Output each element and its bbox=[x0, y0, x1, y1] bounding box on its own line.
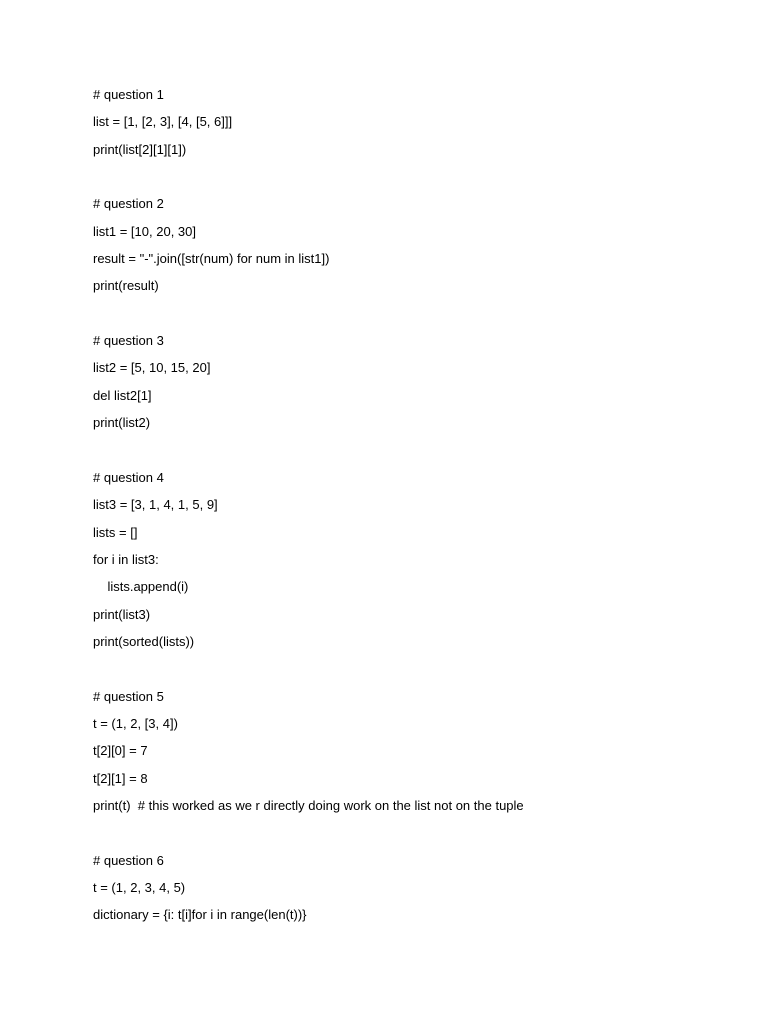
code-line: t[2][1] = 8 bbox=[93, 770, 148, 786]
code-line: # question 4 bbox=[93, 469, 164, 485]
code-line: print(t) # this worked as we r directly doing work on the list not on the tuple bbox=[93, 797, 524, 813]
code-line: # question 2 bbox=[93, 196, 164, 212]
code-line: # question 1 bbox=[93, 87, 164, 102]
code-line: t[2][0] = 7 bbox=[93, 743, 148, 759]
blank-line bbox=[93, 439, 733, 466]
code-line: list2 = [5, 10, 15, 20] bbox=[93, 360, 211, 376]
code-line: t = (1, 2, 3, 4, 5) bbox=[93, 879, 186, 895]
code-line: print(result) bbox=[93, 278, 159, 294]
code-text-block bbox=[93, 84, 733, 932]
code-line: result = "-".join([str(num) for num in list1]) bbox=[93, 251, 330, 267]
code-line: list = [1, [2, 3], [4, [5, 6]]] bbox=[93, 114, 233, 130]
code-line: lists.append(i) bbox=[93, 579, 189, 595]
blank-line bbox=[93, 303, 733, 330]
code-line: print(list2) bbox=[93, 415, 151, 431]
code-line: list1 = [10, 20, 30] bbox=[93, 223, 196, 239]
code-line: # question 6 bbox=[93, 852, 164, 868]
blank-line bbox=[93, 658, 733, 685]
code-line: dictionary = {i: t[i]for i in range(len(t))} bbox=[93, 907, 307, 923]
code-line: lists = [] bbox=[93, 524, 138, 540]
code-line: print(list[2][1][1]) bbox=[93, 141, 187, 157]
code-line: list3 = [3, 1, 4, 1, 5, 9] bbox=[93, 497, 218, 513]
blank-line bbox=[93, 822, 733, 849]
code-line: # question 3 bbox=[93, 333, 164, 349]
code-line: for i in list3: bbox=[93, 551, 159, 567]
code-line: print(list3) bbox=[93, 606, 151, 622]
code-line: del list2[1] bbox=[93, 387, 152, 403]
code-line: # question 5 bbox=[93, 688, 164, 704]
blank-line bbox=[93, 166, 733, 193]
code-line: print(sorted(lists)) bbox=[93, 633, 195, 649]
code-line: t = (1, 2, [3, 4]) bbox=[93, 715, 178, 731]
